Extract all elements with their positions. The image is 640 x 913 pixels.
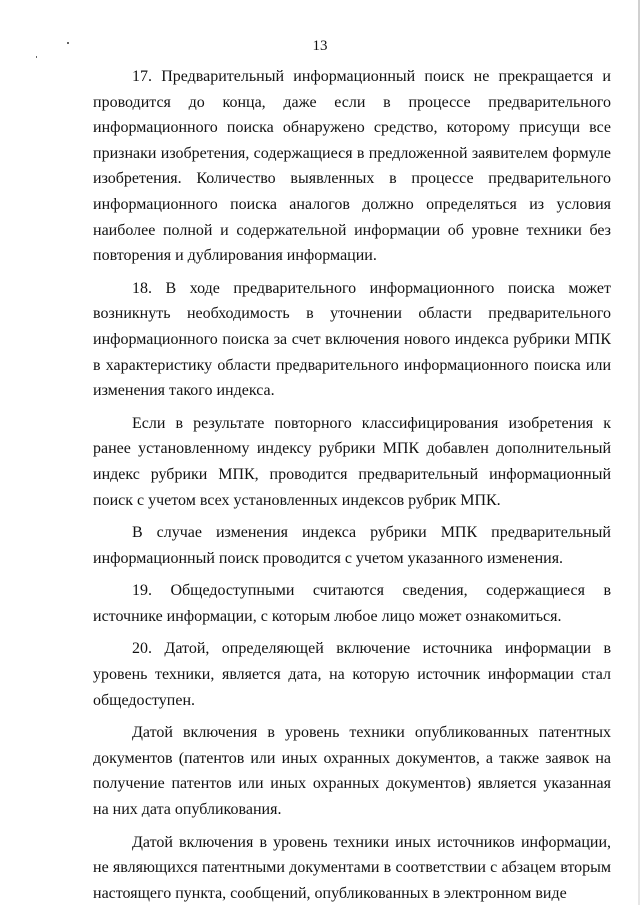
page-number: 13 <box>312 38 328 54</box>
paragraph-18: 18. В ходе предварительного информационного поиска может возникнуть необходимость в уточнении области предварительного информационного поиска за счет включения нового индекса рубрики МПК в характеристику области предварительного информационного поиска или изменения такого индекса. <box>93 279 611 400</box>
paragraph-17: 17. Предварительный информационный поиск не прекращается и проводится до конца, даже если в процессе предварительного информационного поиска обнаружено средство, которому присущи все признаки изобретения, содержащиеся в предложенной заявителем формуле изобретения. Количество выявленных в процессе предварительного информационного поиска аналогов должно определяться из условия наиболее полной и содержательной информации об уровне техники без повторения и дублирования информации. <box>93 68 611 265</box>
paragraph-20: 20. Датой, определяющей включение источника информации в уровень техники, является дата, на которую источник информации стал общедоступен. <box>93 640 611 709</box>
paragraph-20-other-sources: Датой включения в уровень техники иных источников информации, не являющихся патентными документами в соответствии с абзацем вторым настоящего пункта, сообщений, опубликованных в электронном виде <box>93 833 611 902</box>
paragraph-18-index-change: В случае изменения индекса рубрики МПК предварительный информационный поиск проводится с учетом указанного изменения. <box>93 524 611 567</box>
paragraph-18-reclassification: Если в результате повторного классифицирования изобретения к ранее установленному индексу рубрики МПК добавлен дополнительный индекс рубрики МПК, проводится предварительный информационный поиск с учетом всех установленных индексов рубрик МПК. <box>93 414 611 509</box>
paragraph-19: 19. Общедоступными считаются сведения, содержащиеся в источнике информации, с которым любое лицо может ознакомиться. <box>93 582 611 625</box>
scan-speck <box>36 56 37 58</box>
paragraph-20-patent-documents: Датой включения в уровень техники опубликованных патентных документов (патентов или иных охранных документов, а также заявок на получение патентов или иных охранных документов) является указанная на них дата опубликования. <box>93 724 611 819</box>
document-body <box>93 64 611 913</box>
